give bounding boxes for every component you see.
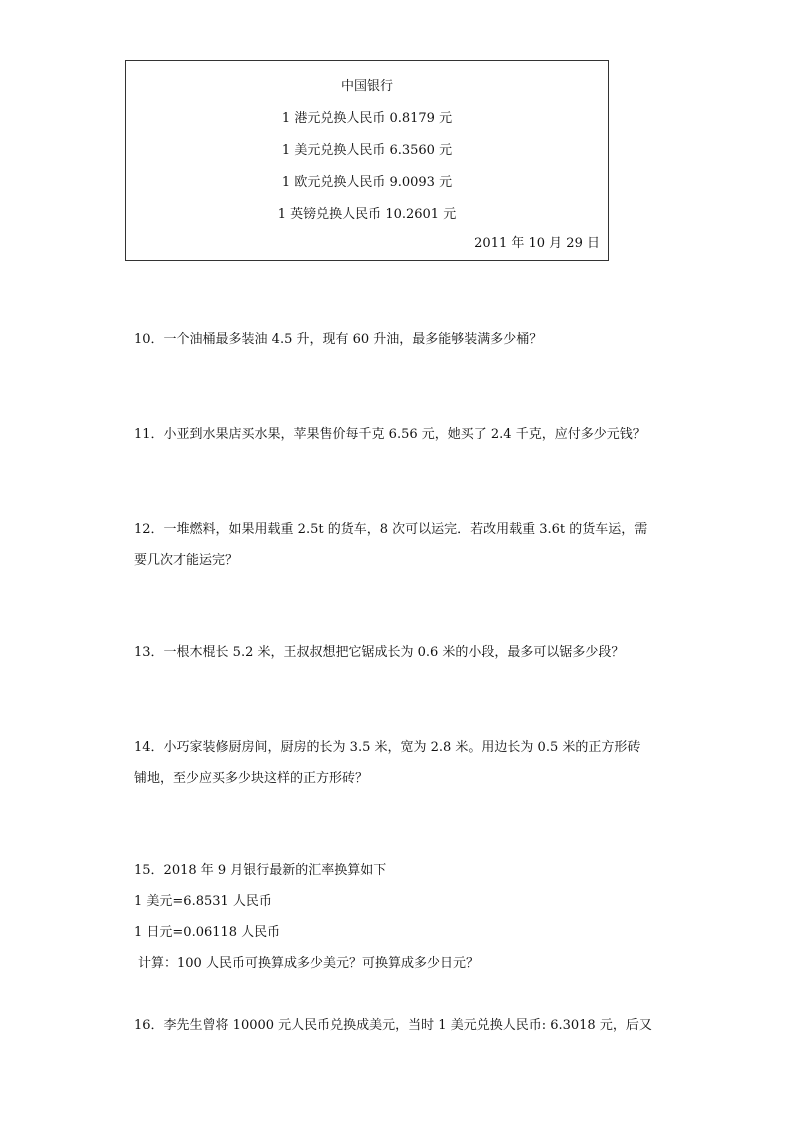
rate-eur: 1 欧元兑换人民币 9.0093 元 <box>281 175 453 190</box>
question-16 <box>134 1010 664 1041</box>
question-11 <box>134 419 664 450</box>
question-text: 铺地，至少应买多少块这样的正方形砖？ <box>134 771 369 786</box>
question-14 <box>134 732 664 794</box>
rate-date: 2011 年 10 月 29 日 <box>474 236 600 251</box>
question-text: 10．一个油桶最多装油 4.5 升，现有 60 升油，最多能够装满多少桶？ <box>134 332 543 347</box>
question-13 <box>134 637 664 668</box>
question-text: 11．小亚到水果店买水果，苹果售价每千克 6.56 元，她买了 2.4 千克，应付多少元钱？ <box>134 427 646 442</box>
question-15 <box>134 855 664 979</box>
rate-hkd: 1 港元兑换人民币 0.8179 元 <box>281 111 453 126</box>
question-text: 要几次才能运完？ <box>134 553 239 568</box>
question-text: 计算：100 人民币可换算成多少美元？可换算成多少日元？ <box>138 956 479 971</box>
question-text: 14．小巧家装修厨房间，厨房的长为 3.5 米，宽为 2.8 米。用边长为 0.5 米的正方形砖 <box>134 740 641 755</box>
rate-gbp: 1 英镑兑换人民币 10.2601 元 <box>277 207 457 222</box>
question-text: 13．一根木棍长 5.2 米，王叔叔想把它锯成长为 0.6 米的小段，最多可以锯多少段？ <box>134 645 625 660</box>
rate-jpy-2018: 1 日元=0.06118 人民币 <box>134 925 281 940</box>
bank-name: 中国银行 <box>340 79 393 94</box>
question-12 <box>134 514 664 576</box>
rate-usd: 1 美元兑换人民币 6.3560 元 <box>281 143 453 158</box>
question-text: 15．2018 年 9 月银行最新的汇率换算如下 <box>134 863 387 878</box>
question-text: 16．李先生曾将 10000 元人民币兑换成美元，当时 1 美元兑换人民币: 6.3018 元，后又 <box>134 1018 652 1033</box>
question-text: 12．一堆燃料，如果用载重 2.5t 的货车，8 次可以运完．若改用载重 3.6t 的货车运，需 <box>134 522 648 537</box>
rate-usd-2018: 1 美元=6.8531 人民币 <box>134 894 272 909</box>
exchange-rate-box <box>125 60 609 261</box>
question-10 <box>134 324 664 355</box>
